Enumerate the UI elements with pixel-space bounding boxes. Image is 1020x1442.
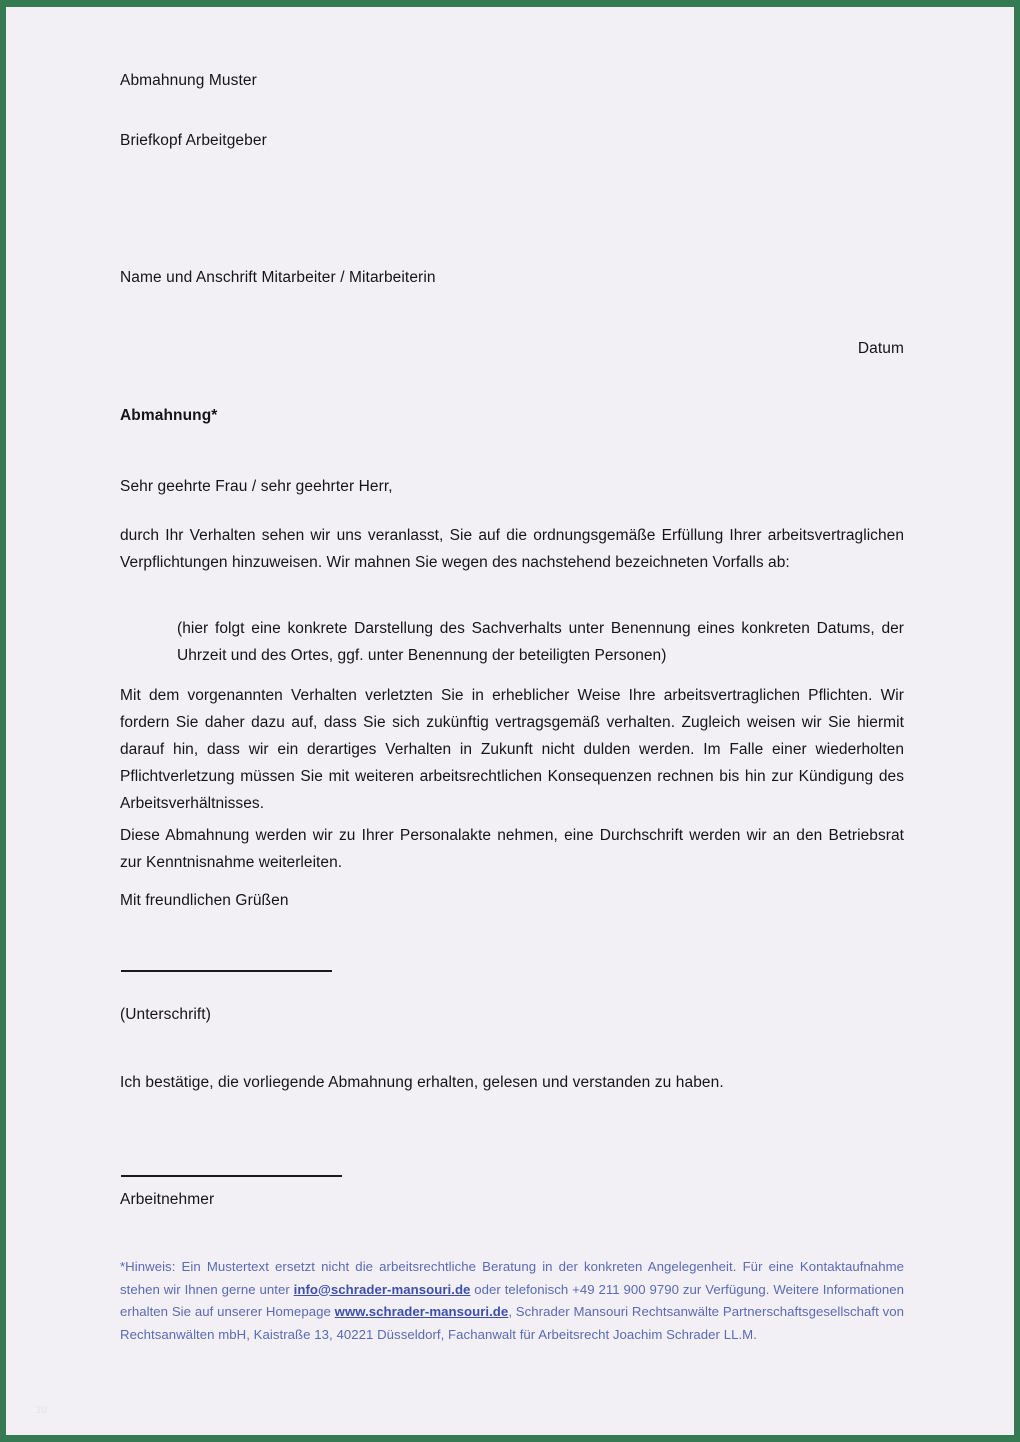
website-link[interactable]: www.schrader-mansouri.de [334,1304,509,1319]
footnote-disclaimer [120,1256,904,1346]
paragraph-personnel-file: Diese Abmahnung werden wir zu Ihrer Personalakte nehmen, eine Durchschrift werden wir an den Betriebsrat zur Kenntnisnahme weiterleiten. [120,827,904,871]
date-placeholder: Datum [857,340,904,357]
letter-body [120,7,904,1435]
page-number-watermark: 20 [36,1404,47,1416]
document-page [6,7,1014,1435]
subject-heading: Abmahnung* [120,407,218,424]
footnote-text-part-2: oder telefonisch +49 211 900 9790 zur Verfügung. Weitere Informationen erhalten Sie auf unserer Homepage [120,1281,905,1319]
letterhead-placeholder: Briefkopf Arbeitgeber [120,132,267,149]
salutation: Sehr geehrte Frau / sehr geehrter Herr, [120,478,393,495]
signature-caption-employer: (Unterschrift) [120,1006,211,1023]
email-link[interactable]: info@schrader-mansouri.de [293,1281,471,1297]
signature-caption-employee: Arbeitnehmer [120,1191,215,1208]
document-title: Abmahnung Muster [120,72,257,89]
paragraph-incident-placeholder: (hier folgt eine konkrete Darstellung des Sachverhalts unter Benennung eines konkreten Datums, der Uhrzeit und des Ortes, ggf. unter Benennung der beteiligten Personen) [177,620,904,664]
recipient-address-placeholder: Name und Anschrift Mitarbeiter / Mitarbeiterin [120,269,436,286]
page-content-area [6,7,1014,1435]
signature-line-employee [121,1175,342,1177]
paragraph-breach-of-duty: Mit dem vorgenannten Verhalten verletzten Sie in erheblicher Weise Ihre arbeitsvertraglichen Pflichten. Wir fordern Sie daher dazu auf, dass Sie sich zukünftig vertragsgemäß verhalten. Zugleich weisen wir Sie hiermit darauf hin, dass wir ein derartiges Verhalten in Zukunft nicht dulden werden. Im Falle einer wiederholten Pflichtverletzung müssen Sie mit weiteren arbeitsrechtlichen Konsequenzen rechnen bis hin zur Kündigung des Arbeitsverhältnisses. [120,687,904,812]
confirmation-statement: Ich bestätige, die vorliegende Abmahnung erhalten, gelesen und verstanden zu haben. [120,1074,724,1091]
footnote-text-part-1: *Hinweis: Ein Mustertext ersetzt nicht die arbeitsrechtliche Beratung in der konkreten Angelegenheit. Für eine Kontaktaufnahme stehen wir Ihnen gerne unter [120,1259,904,1297]
paragraph-introduction: durch Ihr Verhalten sehen wir uns veranlasst, Sie auf die ordnungsgemäße Erfüllung Ihrer arbeitsvertraglichen Verpflichtungen hinzuweisen. Wir mahnen Sie wegen des nachstehend bezeichneten Vorfalls ab: [120,527,904,571]
signature-line-employer [121,970,332,972]
footnote-text-part-3: , Schrader Mansouri Rechtsanwälte Partnerschaftsgesellschaft von Rechtsanwälten mbH, Kaistraße 13, 40221 Düsseldorf, Fachanwalt für Arbeitsrecht Joachim Schrader LL.M. [120,1304,905,1342]
closing-greeting: Mit freundlichen Grüßen [120,892,289,909]
